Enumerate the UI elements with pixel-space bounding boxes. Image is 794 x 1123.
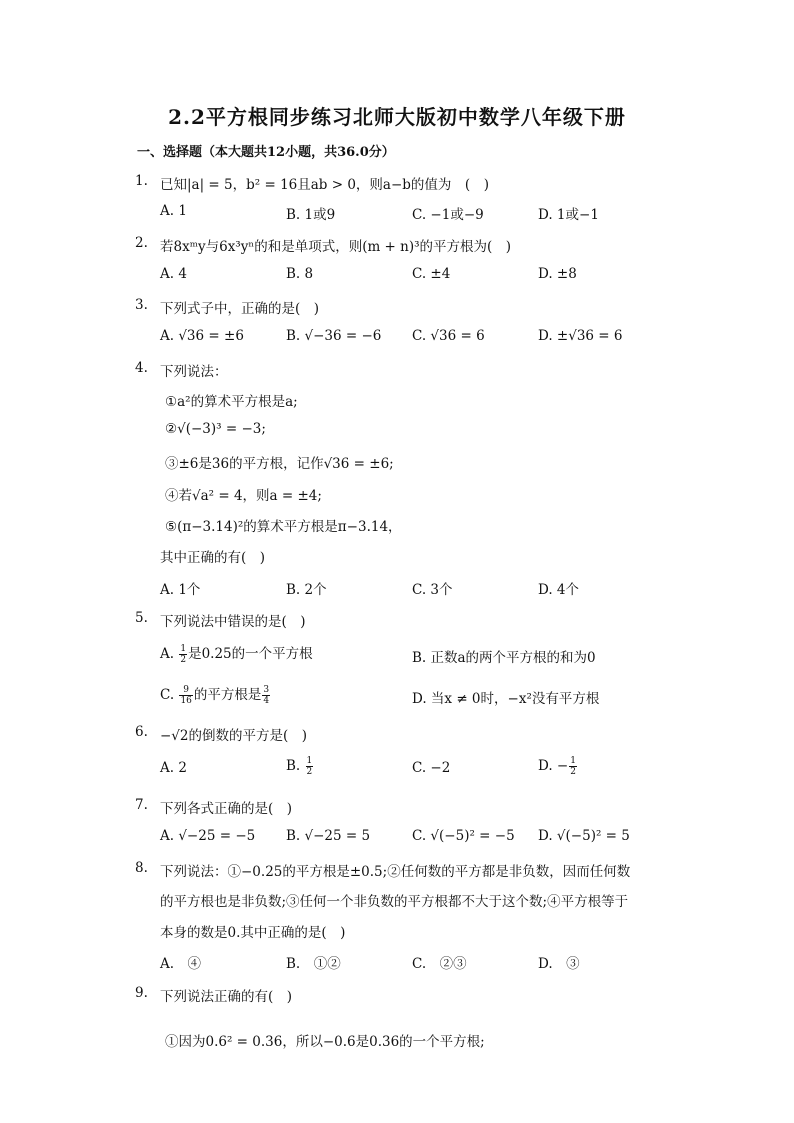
page-title: 2.2平方根同步练习北师大版初中数学八年级下册 — [168, 105, 626, 129]
option-a[interactable]: A. 2 — [160, 760, 187, 776]
question-stem: 下列各式正确的是( ) — [160, 801, 293, 817]
option-b[interactable] — [286, 756, 314, 777]
question-number: 1. — [135, 173, 148, 189]
statement-3: ③±6是36的平方根，记作√36 = ±6; — [165, 456, 394, 472]
option-d[interactable]: D. √(−5)² = 5 — [538, 828, 630, 844]
option-b[interactable]: B. 1或9 — [286, 207, 336, 223]
question-number: 7. — [135, 797, 148, 813]
question-stem-line-3: 本身的数是0.其中正确的是( ) — [160, 925, 346, 941]
option-b[interactable]: B. 2个 — [286, 582, 327, 598]
question-number: 9. — [135, 985, 148, 1001]
option-c[interactable]: C. √36 = 6 — [412, 328, 485, 344]
question-stem-line-2: 的平方根也是非负数;③任何一个非负数的平方根都不大于这个数;④平方根等于 — [160, 894, 629, 910]
fraction: $\frac{1}{2}$ — [306, 756, 313, 777]
statement-1: ①a²的算术平方根是a; — [165, 394, 298, 410]
option-label: D. − — [538, 758, 569, 774]
option-d[interactable]: D. 4个 — [538, 582, 580, 598]
option-a[interactable]: A. √36 = ±6 — [160, 328, 244, 344]
fraction: $\frac{1}{2}$ — [570, 756, 576, 777]
section-heading: 一、选择题（本大题共12小题，共36.0分） — [137, 145, 395, 160]
question-stem: 下列说法： — [160, 364, 228, 380]
option-d[interactable]: D. 当x ≠ 0时，−x²没有平方根 — [412, 691, 600, 707]
question-stem: 下列说法：①−0.25的平方根是±0.5;②任何数的平方都是非负数，因而任何数 — [160, 864, 631, 880]
question-number: 6. — [135, 724, 148, 740]
option-d[interactable]: D. ±8 — [538, 266, 577, 282]
fraction: $\frac{3}{4}$ — [263, 685, 270, 706]
option-c[interactable]: C. ②③ — [412, 956, 467, 972]
fraction: $\frac{1}{2}$ — [180, 644, 187, 665]
option-c[interactable]: C. −2 — [412, 760, 451, 776]
question-tail: 其中正确的有( ) — [160, 550, 266, 566]
statement-5: ⑤(π−3.14)²的算术平方根是π−3.14， — [165, 519, 402, 535]
question-stem: 已知|a| = 5，b² = 16且ab > 0，则a−b的值为 ( ) — [160, 177, 489, 193]
option-b[interactable]: B. 8 — [286, 266, 314, 282]
option-b[interactable]: B. √−25 = 5 — [286, 828, 371, 844]
question-stem: 下列说法正确的有( ) — [160, 989, 293, 1005]
option-a[interactable]: A. ④ — [160, 956, 202, 972]
option-label: B. — [286, 758, 301, 774]
option-b[interactable]: B. √−36 = −6 — [286, 328, 382, 344]
question-stem: −√2的倒数的平方是( ) — [160, 728, 308, 744]
question-stem: 下列说法中错误的是( ) — [160, 614, 306, 630]
option-a[interactable]: A. √−25 = −5 — [160, 828, 256, 844]
option-label: C. — [160, 687, 175, 703]
question-number: 2. — [135, 235, 148, 251]
option-b[interactable]: B. ①② — [286, 956, 341, 972]
option-a[interactable]: A. 1个 — [160, 582, 201, 598]
option-a[interactable]: A. 4 — [160, 266, 187, 282]
question-number: 5. — [135, 610, 148, 626]
option-a[interactable]: A. $\frac{1}{2}$ 是0.25的一个平方根 — [160, 644, 313, 665]
option-b[interactable]: B. 正数a的两个平方根的和为0 — [412, 650, 596, 666]
option-c[interactable]: C. 3个 — [412, 582, 453, 598]
option-d[interactable]: D. ③ — [538, 956, 580, 972]
option-d[interactable] — [538, 756, 578, 777]
fraction: $\frac{9}{16}$ — [180, 685, 192, 706]
option-c[interactable]: C. −1或−9 — [412, 207, 484, 223]
question-stem: 若8xᵐy与6x³yⁿ的和是单项式，则(m + n)³的平方根为( ) — [160, 239, 512, 255]
option-label: A. — [160, 646, 175, 662]
statement-4: ④若√a² = 4，则a = ±4; — [165, 488, 322, 504]
option-c[interactable]: C. ±4 — [412, 266, 451, 282]
question-stem: 下列式子中，正确的是( ) — [160, 301, 320, 317]
question-number: 8. — [135, 860, 148, 876]
option-a[interactable]: A. 1 — [160, 203, 187, 219]
option-c[interactable]: C. $\frac{9}{16}$ 的平方根是 $\frac{3}{4}$ — [160, 685, 270, 706]
option-d[interactable]: D. ±√36 = 6 — [538, 328, 623, 344]
statement-1: ①因为0.6² = 0.36，所以−0.6是0.36的一个平方根; — [165, 1034, 485, 1050]
question-number: 3. — [135, 297, 148, 313]
option-d[interactable]: D. 1或−1 — [538, 207, 599, 223]
statement-2: ②√(−3)³ = −3; — [165, 421, 266, 437]
option-c[interactable]: C. √(−5)² = −5 — [412, 828, 515, 844]
question-number: 4. — [135, 360, 148, 376]
